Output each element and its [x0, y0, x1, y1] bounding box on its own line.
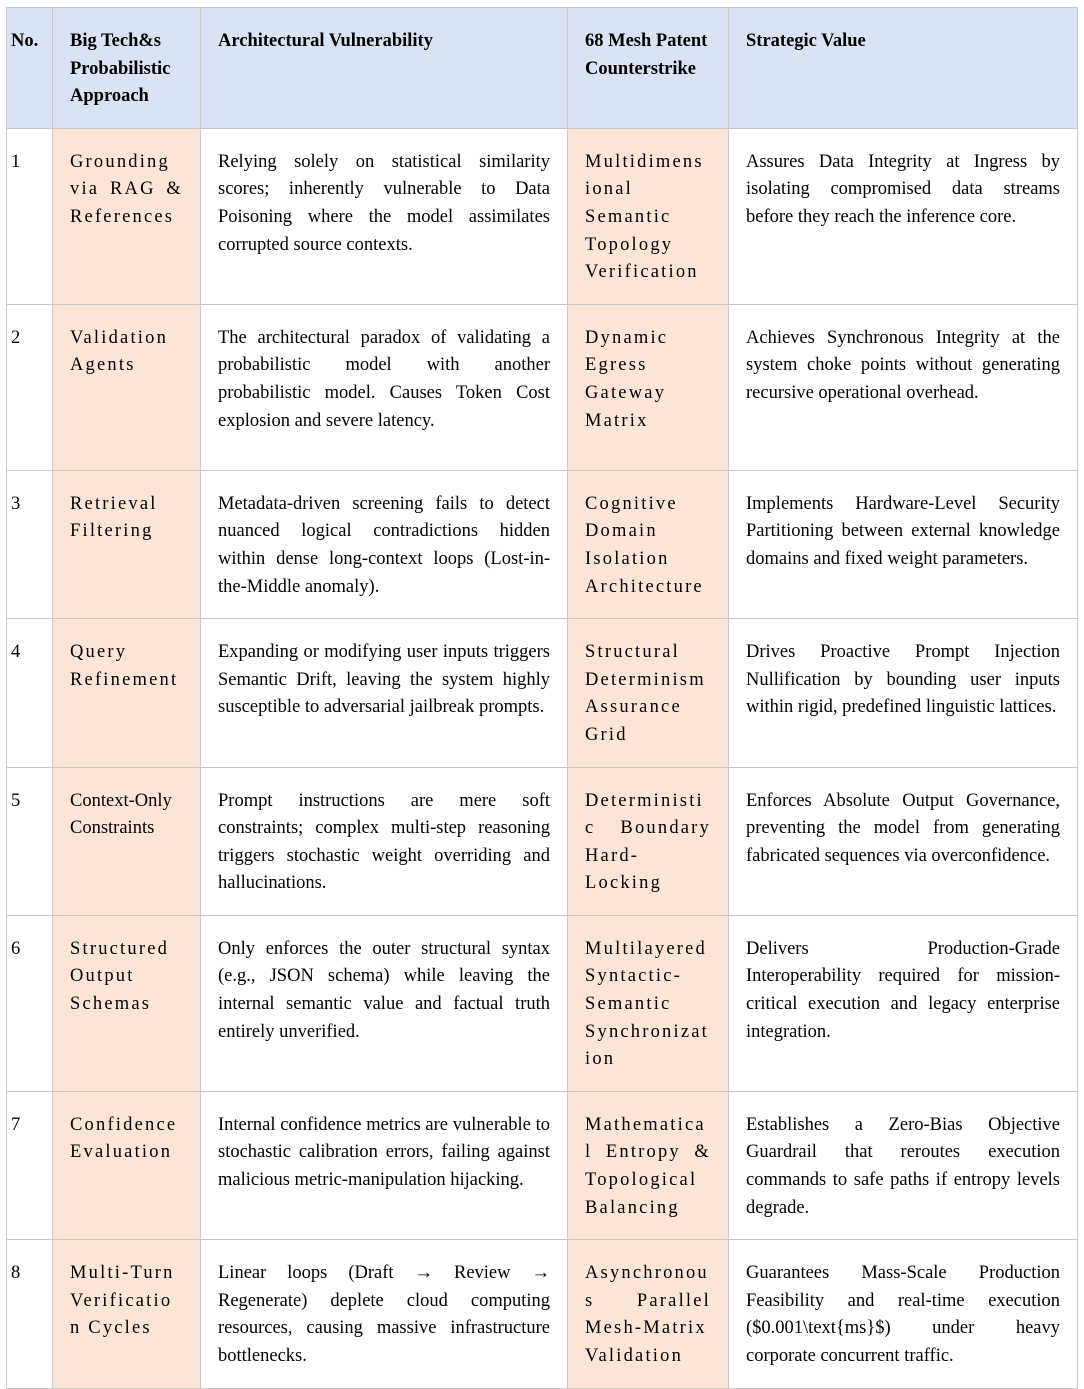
row-number: 8: [7, 1240, 53, 1388]
counterstrike-cell: Dynamic Egress Gateway Matrix: [568, 304, 729, 470]
approach-cell: Grounding via RAG & References: [53, 128, 201, 304]
header-row: [7, 8, 1078, 129]
table-row: [7, 619, 1078, 767]
row-number: 6: [7, 915, 53, 1091]
counterstrike-cell: Multilayered Syntactic-Semantic Synchronization: [568, 915, 729, 1091]
vulnerability-cell: Relying solely on statistical similarity scores; inherently vulnerable to Data Poisoning where the model assimilates corrupted source contexts.: [201, 128, 568, 304]
approach-cell: Validation Agents: [53, 304, 201, 470]
row-number: 7: [7, 1091, 53, 1239]
counterstrike-cell: Mathematical Entropy & Topological Balancing: [568, 1091, 729, 1239]
approach-cell: Query Refinement: [53, 619, 201, 767]
approach-cell: Retrieval Filtering: [53, 470, 201, 618]
value-cell: Delivers Production-Grade Interoperability required for mission-critical execution and legacy enterprise integration.: [729, 915, 1078, 1091]
approach-cell: Structured Output Schemas: [53, 915, 201, 1091]
row-number: 3: [7, 470, 53, 618]
value-cell: Enforces Absolute Output Governance, preventing the model from generating fabricated sequences via overconfidence.: [729, 767, 1078, 915]
value-cell: Assures Data Integrity at Ingress by isolating compromised data streams before they reach the inference core.: [729, 128, 1078, 304]
table-row: [7, 1240, 1078, 1388]
header-value: Strategic Value: [729, 8, 1078, 129]
header-vulnerability: Architectural Vulnerability: [201, 8, 568, 129]
value-cell: Drives Proactive Prompt Injection Nullification by bounding user inputs within rigid, predefined linguistic lattices.: [729, 619, 1078, 767]
vulnerability-cell: Prompt instructions are mere soft constraints; complex multi-step reasoning triggers stochastic weight overriding and hallucinations.: [201, 767, 568, 915]
header-approach: Big Tech&s Probabilistic Approach: [53, 8, 201, 129]
value-cell: Establishes a Zero-Bias Objective Guardrail that reroutes execution commands to safe paths if entropy levels degrade.: [729, 1091, 1078, 1239]
approach-cell: Confidence Evaluation: [53, 1091, 201, 1239]
row-number: 1: [7, 128, 53, 304]
approach-cell: Context-Only Constraints: [53, 767, 201, 915]
approach-cell: Multi-Turn Verification Cycles: [53, 1240, 201, 1388]
value-cell: Guarantees Mass-Scale Production Feasibility and real-time execution ($0.001\text{ms}$) under heavy corporate concurrent traffic.: [729, 1240, 1078, 1388]
comparison-table: [6, 7, 1078, 1389]
vulnerability-cell: Internal confidence metrics are vulnerable to stochastic calibration errors, failing against malicious metric-manipulation hijacking.: [201, 1091, 568, 1239]
counterstrike-cell: Cognitive Domain Isolation Architecture: [568, 470, 729, 618]
counterstrike-cell: Asynchronous Parallel Mesh-Matrix Validation: [568, 1240, 729, 1388]
counterstrike-cell: Deterministic Boundary Hard-Locking: [568, 767, 729, 915]
counterstrike-cell: Structural Determinism Assurance Grid: [568, 619, 729, 767]
row-number: 5: [7, 767, 53, 915]
vulnerability-cell: Expanding or modifying user inputs triggers Semantic Drift, leaving the system highly susceptible to adversarial jailbreak prompts.: [201, 619, 568, 767]
vulnerability-cell: Linear loops (Draft → Review → Regenerate) deplete cloud computing resources, causing massive infrastructure bottlenecks.: [201, 1240, 568, 1388]
value-cell: Implements Hardware-Level Security Partitioning between external knowledge domains and fixed weight parameters.: [729, 470, 1078, 618]
header-no: No.: [7, 8, 53, 129]
vulnerability-cell: Metadata-driven screening fails to detect nuanced logical contradictions hidden within dense long-context loops (Lost-in-the-Middle anomaly).: [201, 470, 568, 618]
table-row: [7, 304, 1078, 470]
vulnerability-cell: Only enforces the outer structural syntax (e.g., JSON schema) while leaving the internal semantic value and factual truth entirely unverified.: [201, 915, 568, 1091]
header-counterstrike: 68 Mesh Patent Counterstrike: [568, 8, 729, 129]
row-number: 4: [7, 619, 53, 767]
table-row: [7, 915, 1078, 1091]
table-row: [7, 470, 1078, 618]
table-row: [7, 128, 1078, 304]
table-row: [7, 767, 1078, 915]
value-cell: Achieves Synchronous Integrity at the system choke points without generating recursive operational overhead.: [729, 304, 1078, 470]
row-number: 2: [7, 304, 53, 470]
vulnerability-cell: The architectural paradox of validating a probabilistic model with another probabilistic model. Causes Token Cost explosion and severe latency.: [201, 304, 568, 470]
counterstrike-cell: Multidimensional Semantic Topology Verification: [568, 128, 729, 304]
table-row: [7, 1091, 1078, 1239]
